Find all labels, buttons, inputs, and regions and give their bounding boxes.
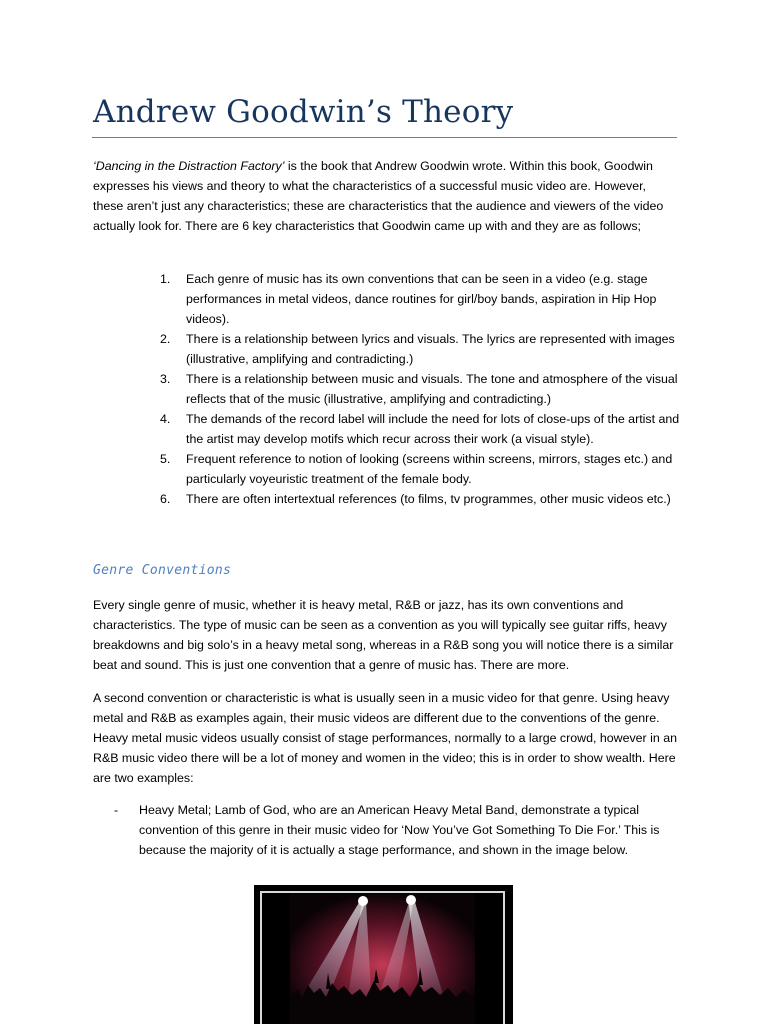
paragraph-music-video-conventions: A second convention or characteristic is what is usually seen in a music video for that genre. Using heavy metal and R&B as examples again, their music videos are different due to the conventions of the genre. Heavy metal music videos usually consist of stage performances, normally to a large crowd, however in an R&B music video there will be a lot of money and women in the video; this is in order to show wealth. Here are two examples: <box>93 691 677 785</box>
list-item-text: There is a relationship between lyrics and visuals. The lyrics are represented with images (illustrative, amplifying and contradicting.) <box>186 332 675 366</box>
list-number: 1. <box>160 272 171 286</box>
list-item <box>160 489 680 509</box>
list-number: 5. <box>160 452 171 466</box>
page-title: Andrew Goodwin’s Theory <box>93 94 514 130</box>
list-item-text: Heavy Metal; Lamb of God, who are an American Heavy Metal Band, demonstrate a typical convention of this genre in their music video for ‘Now You’ve Got Something To Die For.’ This is because the majority of it is actually a stage performance, and shown in the image below. <box>139 803 660 857</box>
list-item-text: Frequent reference to notion of looking (screens within screens, mirrors, stages etc.) and particularly voyeuristic treatment of the female body. <box>186 452 673 486</box>
list-item-text: There is a relationship between music and visuals. The tone and atmosphere of the visual reflects that of the music (illustrative, amplifying and contradicting.) <box>186 372 678 406</box>
list-dash: - <box>114 803 119 817</box>
examples-list <box>114 800 679 860</box>
list-item <box>160 409 680 449</box>
intro-paragraph <box>93 156 678 236</box>
concert-photo <box>254 885 513 1024</box>
stage-lights-illustration <box>262 893 503 1024</box>
list-number: 3. <box>160 372 171 386</box>
book-title: ‘Dancing in the Distraction Factory’ <box>93 159 285 173</box>
list-item-text: The demands of the record label will include the need for lots of close-ups of the artist and the artist may develop motifs which recur across their work (a visual style). <box>186 412 680 446</box>
list-number: 2. <box>160 332 171 346</box>
paragraph-genre-conventions: Every single genre of music, whether it is heavy metal, R&B or jazz, has its own conventions and characteristics. The type of music can be seen as a convention as you will typically see guitar riffs, heavy breakdowns and big solo’s in a heavy metal song, whereas in a R&B song you will notice there is a similar beat and sound. This is just one convention that a genre of music has. There are more. <box>93 598 674 672</box>
title-underline <box>92 137 677 138</box>
list-item <box>114 800 679 860</box>
intro-text: is the book that Andrew Goodwin wrote. Within this book, Goodwin expresses his views and theory to what the characteristics of a successful music video are. However, these aren’t just any characteristics; these are characteristics that the audience and viewers of the video actually look for. There are 6 key characteristics that Goodwin came up with and they are as follows; <box>93 159 664 233</box>
list-item-text: Each genre of music has its own conventions that can be seen in a video (e.g. stage performances in metal videos, dance routines for girl/boy bands, aspiration in Hip Hop videos). <box>186 272 657 326</box>
list-item <box>160 369 680 409</box>
characteristics-list <box>160 269 680 509</box>
concert-photo-image <box>260 891 505 1024</box>
list-item <box>160 329 680 369</box>
list-item-text: There are often intertextual references (to films, tv programmes, other music videos etc.) <box>186 492 671 506</box>
list-item <box>160 449 680 489</box>
list-number: 6. <box>160 492 171 506</box>
section-heading-genre-conventions: Genre Conventions <box>93 563 232 578</box>
list-number: 4. <box>160 412 171 426</box>
list-item <box>160 269 680 329</box>
